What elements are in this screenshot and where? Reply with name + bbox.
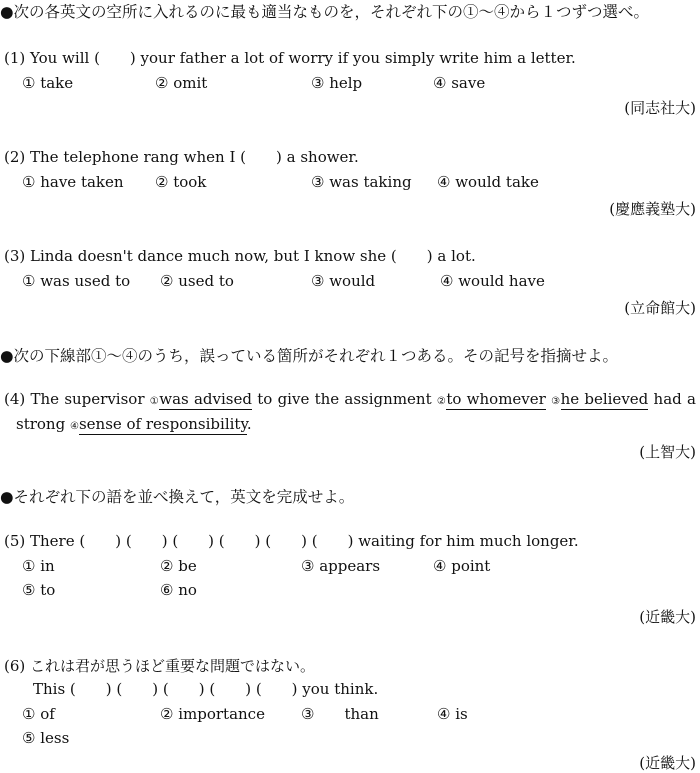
q4-tail: had a bbox=[653, 390, 696, 408]
q3-option-2: ② used to bbox=[160, 272, 234, 290]
instruction-error: ●次の下線部①～④のうち，誤っている箇所がそれぞれ１つある。その記号を指摘せよ。 bbox=[0, 347, 619, 365]
q2-option-2: ② took bbox=[155, 173, 207, 191]
q5-option-4: ④ point bbox=[433, 557, 491, 575]
q4-underline-3: he believed bbox=[560, 390, 649, 408]
q2-option-1: ① have taken bbox=[22, 173, 124, 191]
q1-option-3: ③ help bbox=[311, 74, 363, 92]
question-6-japanese: (6) これは君が思うほど重要な問題ではない。 bbox=[4, 657, 316, 675]
q4-underline-2: to whomever bbox=[446, 390, 546, 408]
q5-option-2: ② be bbox=[160, 557, 197, 575]
q4-marker-4: ④ bbox=[69, 421, 79, 432]
question-1-stem: (1) You will ( ) your father a lot of worry if you simply write him a letter. bbox=[4, 49, 576, 67]
q4-strong: strong bbox=[16, 415, 66, 433]
q5-option-5: ⑤ to bbox=[22, 581, 56, 599]
q4-source: (上智大) bbox=[639, 443, 696, 461]
q6-option-3: ③ than bbox=[301, 705, 379, 723]
q6-option-4: ④ is bbox=[437, 705, 468, 723]
q1-source: (同志社大) bbox=[624, 99, 696, 117]
question-3-stem: (3) Linda doesn't dance much now, but I know she ( ) a lot. bbox=[4, 247, 476, 265]
q4-mid: to give the assignment bbox=[257, 390, 432, 408]
question-2-stem: (2) The telephone rang when I ( ) a shower. bbox=[4, 148, 359, 166]
q5-source: (近畿大) bbox=[639, 608, 696, 626]
question-6-stem: This ( ) ( ) ( ) ( ) ( ) you think. bbox=[33, 680, 379, 698]
instruction-reorder: ●それぞれ下の語を並べ換えて，英文を完成せよ。 bbox=[0, 488, 355, 506]
question-5-stem: (5) There ( ) ( ) ( ) ( ) ( ) ( ) waiting for him much longer. bbox=[4, 532, 579, 550]
q3-source: (立命館大) bbox=[624, 299, 696, 317]
q2-option-3: ③ was taking bbox=[311, 173, 412, 191]
q1-option-2: ② omit bbox=[155, 74, 208, 92]
q4-marker-2: ② bbox=[436, 396, 447, 407]
instruction-choose: ●次の各英文の空所に入れるのに最も適当なものを，それぞれ下の①～④から１つずつ選べ。 bbox=[0, 3, 650, 21]
q2-source: (慶應義塾大) bbox=[609, 200, 696, 218]
question-4-line-1 bbox=[4, 390, 696, 408]
q6-source: (近畿大) bbox=[639, 754, 696, 772]
q4-period: . bbox=[246, 415, 252, 433]
q1-option-4: ④ save bbox=[433, 74, 486, 92]
q4-marker-3: ③ bbox=[551, 396, 561, 407]
q3-option-3: ③ would bbox=[311, 272, 376, 290]
q4-underline-1: was advised bbox=[159, 390, 252, 408]
question-4-line-2 bbox=[16, 415, 252, 433]
q3-option-4: ④ would have bbox=[440, 272, 545, 290]
q3-option-1: ① was used to bbox=[22, 272, 131, 290]
q4-underline-4: sense of responsibility bbox=[78, 415, 247, 433]
q5-option-6: ⑥ no bbox=[160, 581, 197, 599]
q4-lead: (4) The supervisor bbox=[4, 390, 145, 408]
q1-option-1: ① take bbox=[22, 74, 74, 92]
q2-option-4: ④ would take bbox=[437, 173, 539, 191]
q5-option-3: ③ appears bbox=[301, 557, 381, 575]
q5-option-1: ① in bbox=[22, 557, 55, 575]
q6-option-2: ② importance bbox=[160, 705, 265, 723]
q6-option-1: ① of bbox=[22, 705, 55, 723]
q6-option-5: ⑤ less bbox=[22, 729, 70, 747]
q4-marker-1: ① bbox=[149, 396, 160, 407]
